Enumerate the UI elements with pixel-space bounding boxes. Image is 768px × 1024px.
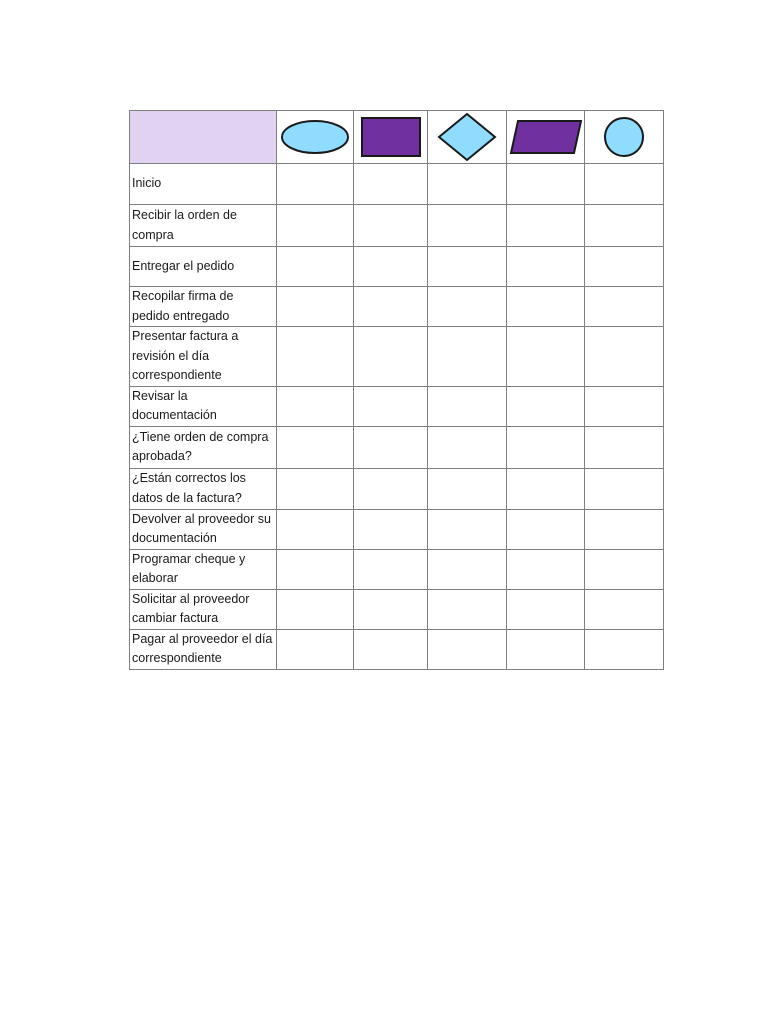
step-label: Programar cheque y elaborar [130,549,277,589]
table-row [130,426,664,468]
oval-symbol-cell [277,111,354,164]
empty-cell [507,629,585,669]
empty-cell [428,426,507,468]
header-label-cell [130,111,277,164]
diamond-symbol-cell [428,111,507,164]
table-row [130,589,664,629]
empty-cell [507,164,585,205]
empty-cell [354,205,428,247]
empty-cell [585,205,664,247]
empty-cell [428,164,507,205]
empty-cell [277,589,354,629]
empty-cell [428,629,507,669]
empty-cell [354,247,428,287]
empty-cell [507,426,585,468]
empty-cell [428,247,507,287]
step-label: Inicio [130,164,277,205]
table-row [130,205,664,247]
step-label: Presentar factura a revisión el día correspondiente [130,327,277,387]
step-label: Recibir la orden de compra [130,205,277,247]
rectangle-process-icon [359,115,423,159]
empty-cell [428,468,507,509]
oval-terminator-icon [279,117,351,157]
table-row [130,549,664,589]
empty-cell [585,287,664,327]
empty-cell [354,426,428,468]
empty-cell [585,426,664,468]
empty-cell [354,327,428,387]
empty-cell [354,509,428,549]
empty-cell [428,205,507,247]
table-row [130,287,664,327]
header-row [130,111,664,164]
empty-cell [354,549,428,589]
empty-cell [277,629,354,669]
empty-cell [585,549,664,589]
circle-symbol-cell [585,111,664,164]
table-row [130,386,664,426]
empty-cell [354,589,428,629]
empty-cell [428,549,507,589]
empty-cell [277,247,354,287]
empty-cell [428,327,507,387]
empty-cell [354,164,428,205]
empty-cell [585,509,664,549]
empty-cell [507,549,585,589]
empty-cell [354,468,428,509]
step-label: Devolver al proveedor su documentación [130,509,277,549]
flowchart-symbol-table [129,110,664,670]
empty-cell [277,468,354,509]
empty-cell [585,629,664,669]
empty-cell [277,426,354,468]
empty-cell [507,247,585,287]
empty-cell [354,386,428,426]
empty-cell [585,589,664,629]
empty-cell [585,327,664,387]
parallelogram-symbol-cell [507,111,585,164]
table-row [130,509,664,549]
empty-cell [585,468,664,509]
step-label: Solicitar al proveedor cambiar factura [130,589,277,629]
empty-cell [277,164,354,205]
empty-cell [277,386,354,426]
empty-cell [507,509,585,549]
step-label: ¿Tiene orden de compra aprobada? [130,426,277,468]
empty-cell [428,287,507,327]
step-label: Recopilar firma de pedido entregado [130,287,277,327]
step-label: Revisar la documentación [130,386,277,426]
diamond-decision-icon [436,112,498,162]
table-row [130,327,664,387]
empty-cell [507,327,585,387]
empty-cell [277,327,354,387]
table-row [130,468,664,509]
rectangle-symbol-cell [354,111,428,164]
parallelogram-data-icon [508,118,584,156]
empty-cell [507,287,585,327]
empty-cell [354,629,428,669]
empty-cell [585,247,664,287]
empty-cell [507,205,585,247]
empty-cell [277,509,354,549]
empty-cell [428,386,507,426]
table-row [130,247,664,287]
empty-cell [585,386,664,426]
empty-cell [277,287,354,327]
empty-cell [507,468,585,509]
empty-cell [428,509,507,549]
table-row [130,164,664,205]
empty-cell [507,386,585,426]
empty-cell [507,589,585,629]
empty-cell [277,549,354,589]
empty-cell [428,589,507,629]
table-row [130,629,664,669]
empty-cell [585,164,664,205]
empty-cell [277,205,354,247]
step-label: ¿Están correctos los datos de la factura? [130,468,277,509]
step-label: Pagar al proveedor el día correspondiente [130,629,277,669]
step-label: Entregar el pedido [130,247,277,287]
circle-connector-icon [602,115,646,159]
empty-cell [354,287,428,327]
